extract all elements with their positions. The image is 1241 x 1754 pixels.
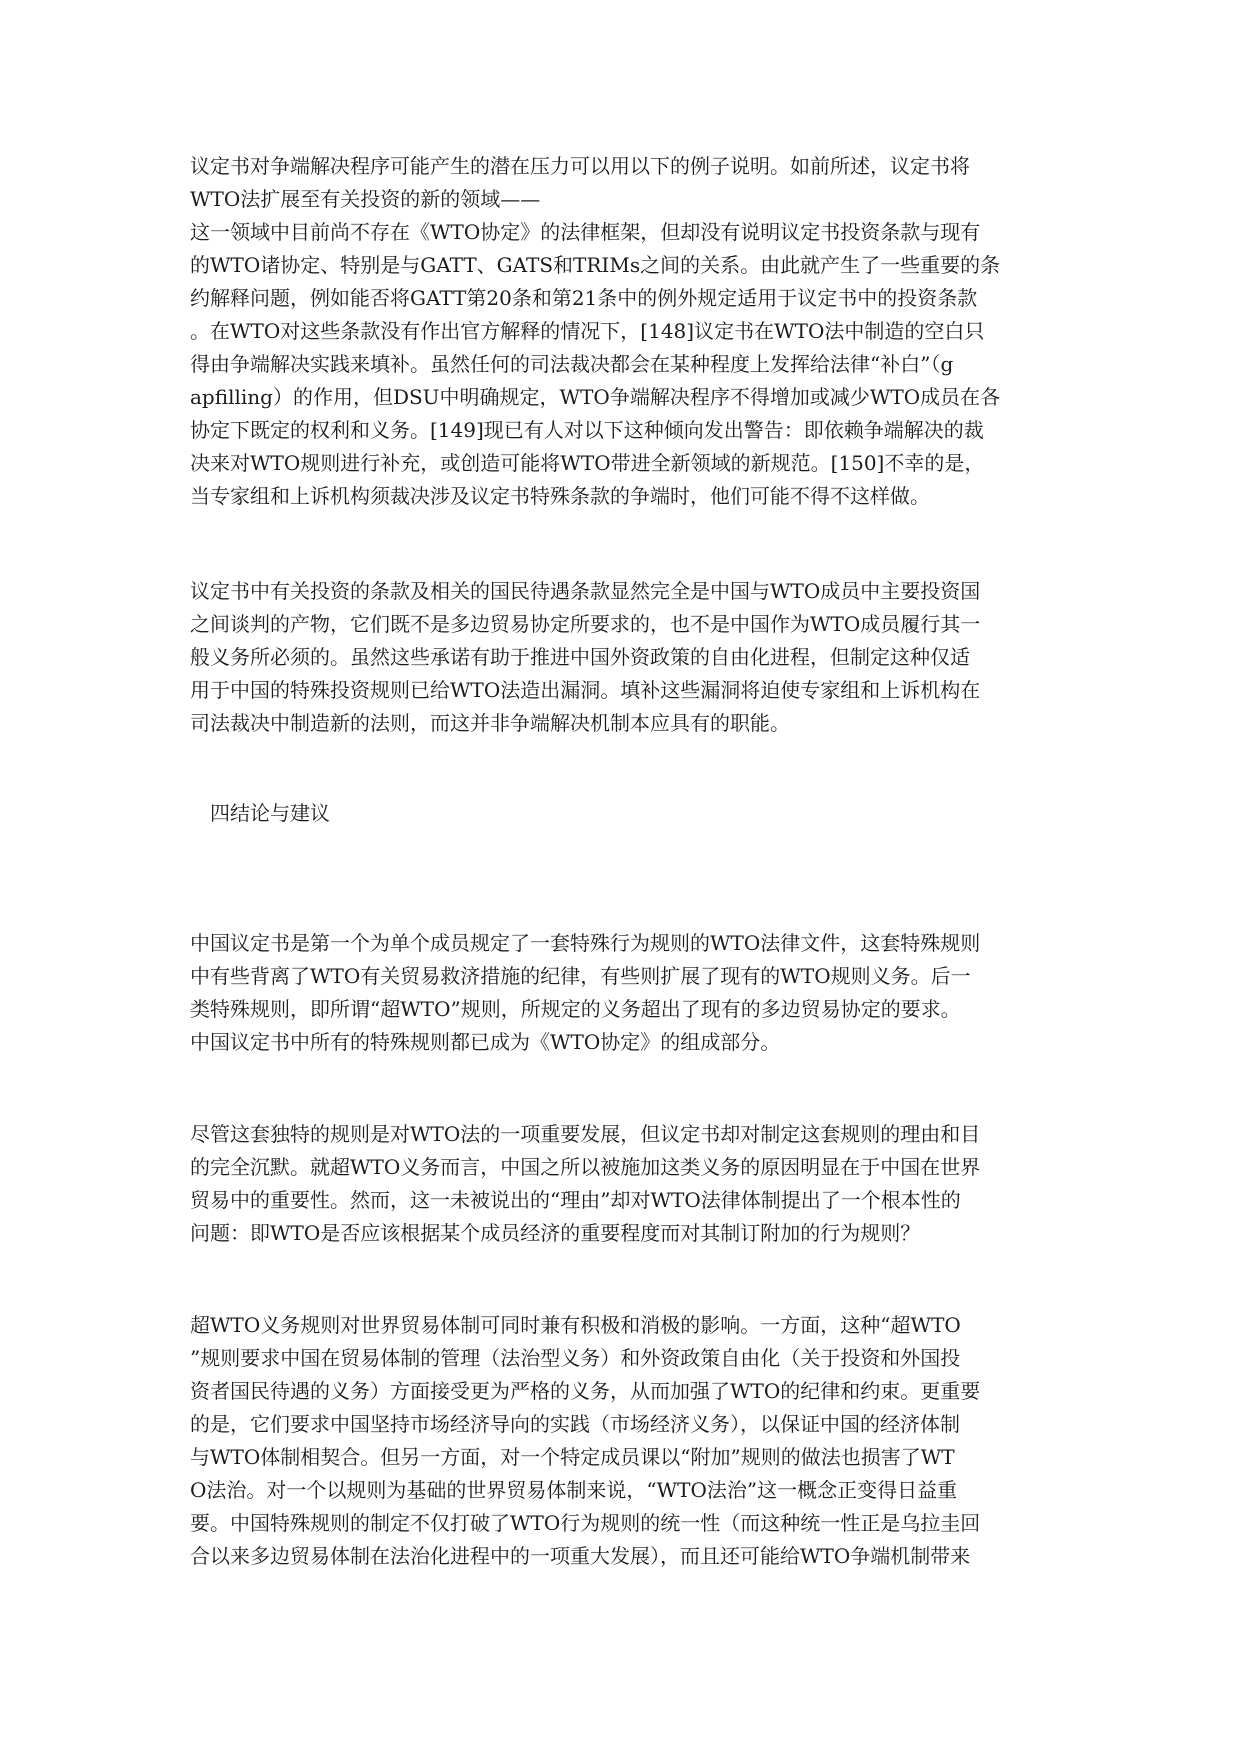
text-line: 议定书对争端解决程序可能产生的潜在压力可以用以下的例子说明。如前所述，议定书将 (190, 154, 970, 178)
text-line: 类特殊规则，即所谓“超WTO”规则，所规定的义务超出了现有的多边贸易协定的要求。 (190, 997, 961, 1021)
text-line: 决来对WTO规则进行补充，或创造可能将WTO带进全新领域的新规范。[150]不幸的是， (190, 451, 985, 475)
text-line: 资者国民待遇的义务）方面接受更为严格的义务，从而加强了WTO的纪律和约束。更重要 (190, 1379, 981, 1403)
text-line: 尽管这套独特的规则是对WTO法的一项重要发展，但议定书却对制定这套规则的理由和目 (190, 1122, 981, 1146)
section-heading: 四结论与建议 (210, 801, 330, 825)
text-line: 要。中国特殊规则的制定不仅打破了WTO行为规则的统一性（而这种统一性正是乌拉圭回 (190, 1511, 981, 1535)
text-line: 超WTO义务规则对世界贸易体制可同时兼有积极和消极的影响。一方面，这种“超WTO (190, 1313, 961, 1337)
text-line: 司法裁决中制造新的法则，而这并非争端解决机制本应具有的职能。 (190, 711, 790, 735)
text-line: 中国议定书中所有的特殊规则都已成为《WTO协定》的组成部分。 (190, 1030, 781, 1054)
text-line: 的完全沉默。就超WTO义务而言，中国之所以被施加这类义务的原因明显在于中国在世界 (190, 1155, 981, 1179)
text-line: 议定书中有关投资的条款及相关的国民待遇条款显然完全是中国与WTO成员中主要投资国 (190, 579, 981, 603)
text-line: 的是，它们要求中国坚持市场经济导向的实践（市场经济义务），以保证中国的经济体制 (190, 1412, 960, 1436)
paragraph-protocol-special-rules (190, 927, 1070, 1059)
text-line: WTO法扩展至有关投资的新的领域—— (190, 187, 541, 211)
text-line: 与WTO体制相契合。但另一方面，对一个特定成员课以“附加”规则的做法也损害了WT (190, 1445, 955, 1469)
paragraph-dispute-settlement-pressure (190, 150, 1070, 513)
text-line: 合以来多边贸易体制在法治化进程中的一项重大发展），而且还可能给WTO争端机制带来 (190, 1544, 971, 1568)
text-line: O法治。对一个以规则为基础的世界贸易体制来说，“WTO法治”这一概念正变得日益重 (190, 1478, 958, 1502)
text-line: 中有些背离了WTO有关贸易救济措施的纪律，有些则扩展了现有的WTO规则义务。后一 (190, 964, 971, 988)
text-line: 。在WTO对这些条款没有作出官方解释的情况下，[148]议定书在WTO法中制造的空白只 (190, 319, 985, 343)
text-line: 之间谈判的产物，它们既不是多边贸易协定所要求的，也不是中国作为WTO成员履行其一 (190, 612, 981, 636)
text-line: 的WTO诸协定、特别是与GATT、GATS和TRIMs之间的关系。由此就产生了一些重要的条 (190, 253, 1001, 277)
paragraph-rules-rationale (190, 1118, 1070, 1250)
text-line: 用于中国的特殊投资规则已给WTO法造出漏洞。填补这些漏洞将迫使专家组和上诉机构在 (190, 678, 981, 702)
text-line: 当专家组和上诉机构须裁决涉及议定书特殊条款的争端时，他们可能不得不这样做。 (190, 484, 930, 508)
text-line: 贸易中的重要性。然而，这一未被说出的“理由”却对WTO法律体制提出了一个根本性的 (190, 1188, 961, 1212)
text-line: 得由争端解决实践来填补。虽然任何的司法裁决都会在某种程度上发挥给法律“补白”（g (190, 352, 954, 376)
paragraph-investment-provisions (190, 575, 1070, 740)
text-line: 问题：即WTO是否应该根据某个成员经济的重要程度而对其制订附加的行为规则？ (190, 1221, 921, 1245)
text-line: 协定下既定的权利和义务。[149]现已有人对以下这种倾向发出警告：即依赖争端解决的裁 (190, 418, 984, 442)
text-line: 这一领域中目前尚不存在《WTO协定》的法律框架，但却没有说明议定书投资条款与现有 (190, 220, 981, 244)
text-line: 中国议定书是第一个为单个成员规定了一套特殊行为规则的WTO法律文件，这套特殊规则 (190, 931, 981, 955)
text-line: apfilling）的作用，但DSU中明确规定，WTO争端解决程序不得增加或减少WTO成员在各 (190, 385, 1001, 409)
text-line: ”规则要求中国在贸易体制的管理（法治型义务）和外资政策自由化（关于投资和外国投 (190, 1346, 961, 1370)
text-line: 约解释问题，例如能否将GATT第20条和第21条中的例外规定适用于议定书中的投资条款 (190, 286, 978, 310)
text-line: 般义务所必须的。虽然这些承诺有助于推进中国外资政策的自由化进程，但制定这种仅适 (190, 645, 970, 669)
paragraph-wto-plus-effects (190, 1309, 1070, 1573)
